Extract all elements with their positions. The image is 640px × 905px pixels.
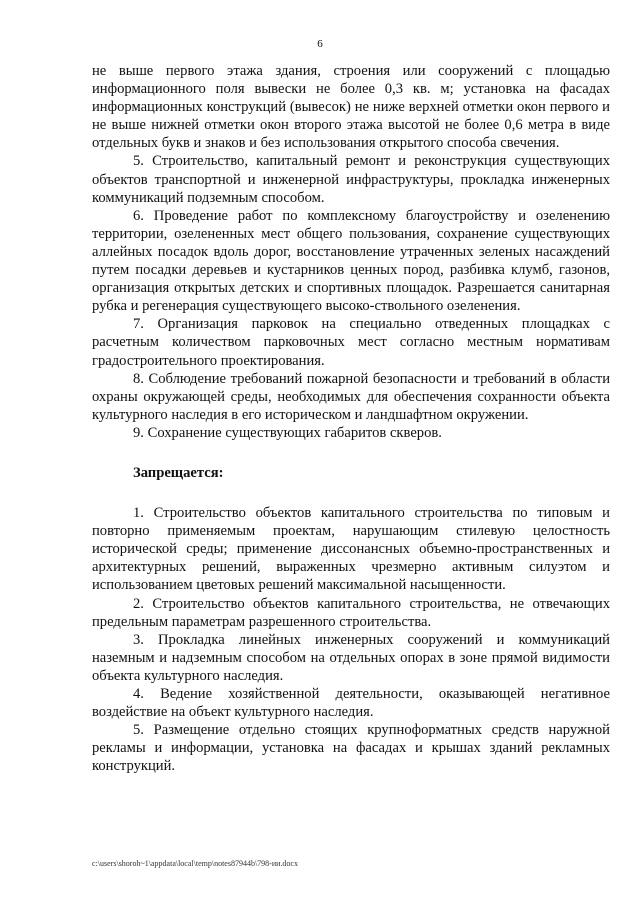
prohibited-item-4: 4. Ведение хозяйственной деятельности, оказывающей негативное воздействие на объект культурного наследия.	[92, 686, 610, 721]
footer-file-path: c:\users\shoroh~1\appdata\local\temp\notes87944b\798-ии.docx	[92, 859, 298, 868]
section-heading-prohibited: Запрещается:	[133, 464, 224, 481]
prohibited-item-5: 5. Размещение отдельно стоящих крупноформатных средств наружной рекламы и информации, установка на фасадах и крышах зданий рекламных конструкций.	[92, 722, 610, 775]
document-body	[92, 62, 610, 775]
paragraph-item-7: 7. Организация парковок на специально отведенных площадках с расчетным количеством парковочных мест согласно местным нормативам градостроительного проектирования.	[92, 316, 610, 369]
paragraph-item-6: 6. Проведение работ по комплексному благоустройству и озеленению территории, озелененных мест общего пользования, сохранение существующих аллейных посадок вдоль дорог, восстановление утраченных зеленых насаждений путем посадки деревьев и кустарников ценных пород, разбивка клумб, газонов, организация открытых детских и спортивных площадок. Разрешается санитарная рубка и регенерация существующего высоко-ствольного озеленения.	[92, 207, 610, 315]
page-number: 6	[317, 38, 323, 50]
prohibited-item-2: 2. Строительство объектов капитального строительства, не отвечающих предельным параметрам разрешенного строительства.	[92, 595, 610, 630]
paragraph-continuation: не выше первого этажа здания, строения или сооружений с площадью информационного поля вывески не более 0,3 кв. м; установка на фасадах информационных конструкций (вывесок) не ниже верхней отметки окон первого и не выше нижней отметки окон второго этажа высотой не более 0,6 метра в виде отдельных букв и знаков и без использования открытого способа свечения.	[92, 63, 610, 152]
paragraph-item-9: 9. Сохранение существующих габаритов скверов.	[133, 424, 442, 441]
paragraph-item-8: 8. Соблюдение требований пожарной безопасности и требований в области охраны окружающей среды, необходимых для обеспечения сохранности объекта культурного наследия в его историческом и ландшафтном окружении.	[92, 370, 610, 423]
prohibited-item-3: 3. Прокладка линейных инженерных сооружений и коммуникаций наземным и надземным способом на отдельных опорах в зоне прямой видимости объекта культурного наследия.	[92, 631, 610, 684]
paragraph-item-5: 5. Строительство, капитальный ремонт и реконструкция существующих объектов транспортной и инженерной инфраструктуры, прокладка инженерных коммуникаций подземным способом.	[92, 153, 610, 206]
prohibited-item-1: 1. Строительство объектов капитального строительства по типовым и повторно применяемым проектам, нарушающим стилевую целостность исторической среды; применение диссонансных объемно-пространственных и архитектурных решений, выраженных чрезмерно активным силуэтом и использованием цветовых решений максимальной насыщенности.	[92, 505, 610, 594]
